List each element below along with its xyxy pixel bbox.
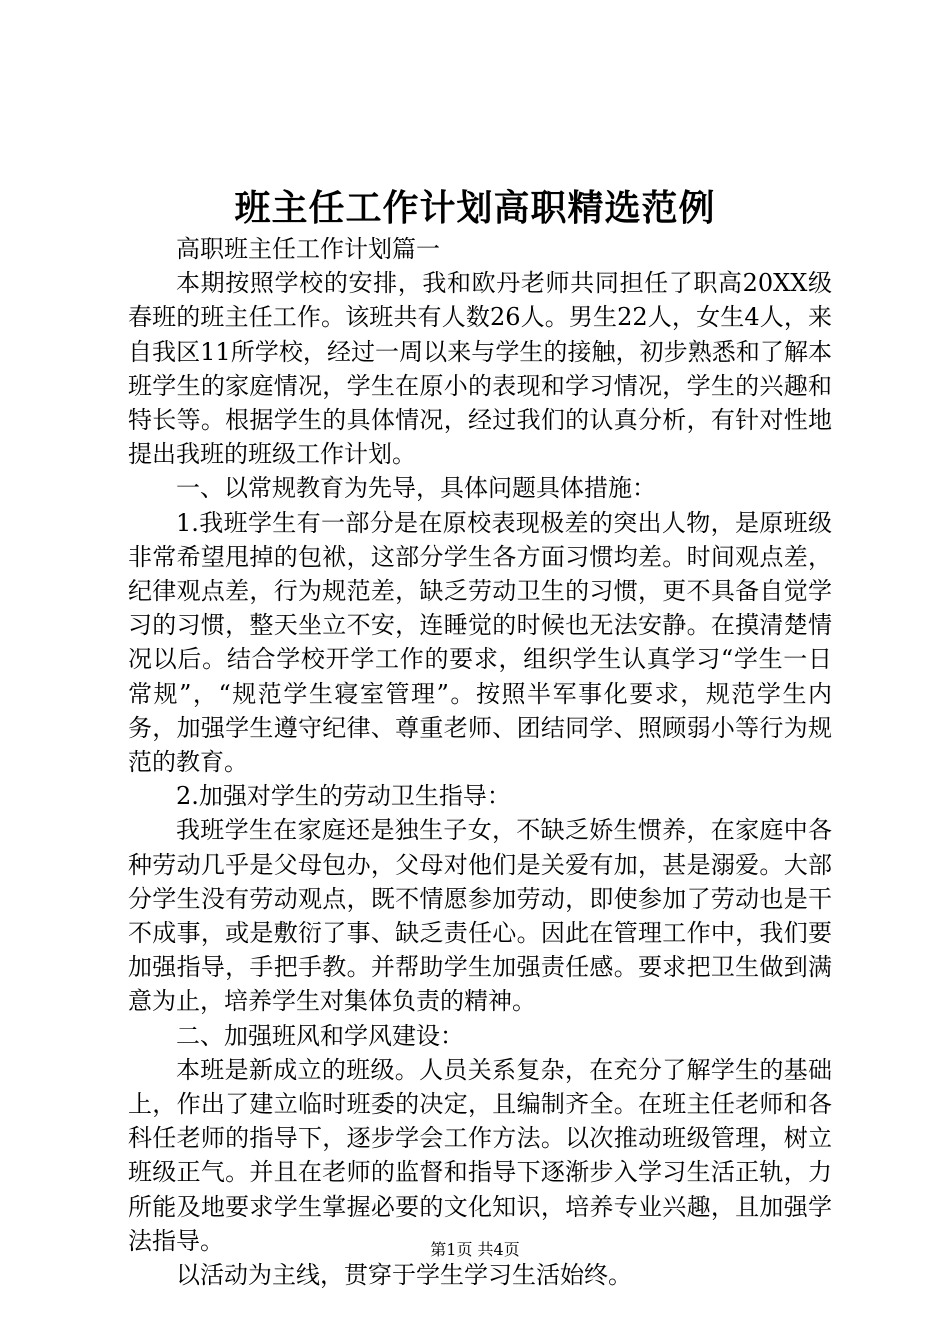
item-1-paragraph: 1.我班学生有一部分是在原校表现极差的突出人物，是原班级非常希望甩掉的包袱，这部分学生各方面习惯均差。时间观点差，纪律观点差，行为规范差，缺乏劳动卫生的习惯，更不具备自觉学习的习惯，整天坐立不安，连睡觉的时候也无法安静。在摸清楚情况以后。结合学校开学工作的要求，组织学生认真学习“学生一日常规”，“规范学生寝室管理”。按照半军事化要求，规范学生内务，加强学生遵守纪律、尊重老师、团结同学、照顾弱小等行为规范的教育。: [128, 508, 832, 777]
document-title: 班主任工作计划高职精选范例: [234, 187, 716, 229]
activities-paragraph: 以活动为主线，贯穿于学生学习生活始终。: [176, 1261, 632, 1290]
class-style-paragraph: 本班是新成立的班级。人员关系复杂，在充分了解学生的基础上，作出了建立临时班委的决定，且编制齐全。在班主任老师和各科任老师的指导下，逐步学会工作方法。以次推动班级管理，树立班级正气。并且在老师的监督和指导下逐渐步入学习生活正轨，力所能及地要求学生掌握必要的文化知识，培养专业兴趣，且加强学法指导。: [128, 1055, 832, 1255]
item-2-heading: 2.加强对学生的劳动卫生指导：: [176, 782, 511, 811]
page-number-footer: 第1页 共4页: [430, 1240, 520, 1259]
labor-hygiene-paragraph: 我班学生在家庭还是独生子女，不缺乏娇生惯养，在家庭中各种劳动几乎是父母包办，父母对他们是关爱有加，甚是溺爱。大部分学生没有劳动观点，既不情愿参加劳动，即使参加了劳动也是干不成事，或是敷衍了事、缺乏责任心。因此在管理工作中，我们要加强指导，手把手教。并帮助学生加强责任感。要求把卫生做到满意为止，培养学生对集体负责的精神。: [128, 816, 832, 1016]
document-body: [128, 232, 832, 1292]
section-heading-routine-education: 一、以常规教育为先导，具体问题具体措施：: [176, 474, 656, 503]
intro-paragraph: 本期按照学校的安排，我和欧丹老师共同担任了职高20XX级春班的班主任工作。该班共有人数26人。男生22人，女生4人，来自我区11所学校，经过一周以来与学生的接触，初步熟悉和了解本班学生的家庭情况，学生在原小的表现和学习情况，学生的兴趣和特长等。根据学生的具体情况，经过我们的认真分析，有针对性地提出我班的班级工作计划。: [128, 269, 832, 469]
section-heading-class-style: 二、加强班风和学风建设：: [176, 1021, 464, 1050]
section-heading-part-one: 高职班主任工作计划篇一: [176, 235, 440, 263]
